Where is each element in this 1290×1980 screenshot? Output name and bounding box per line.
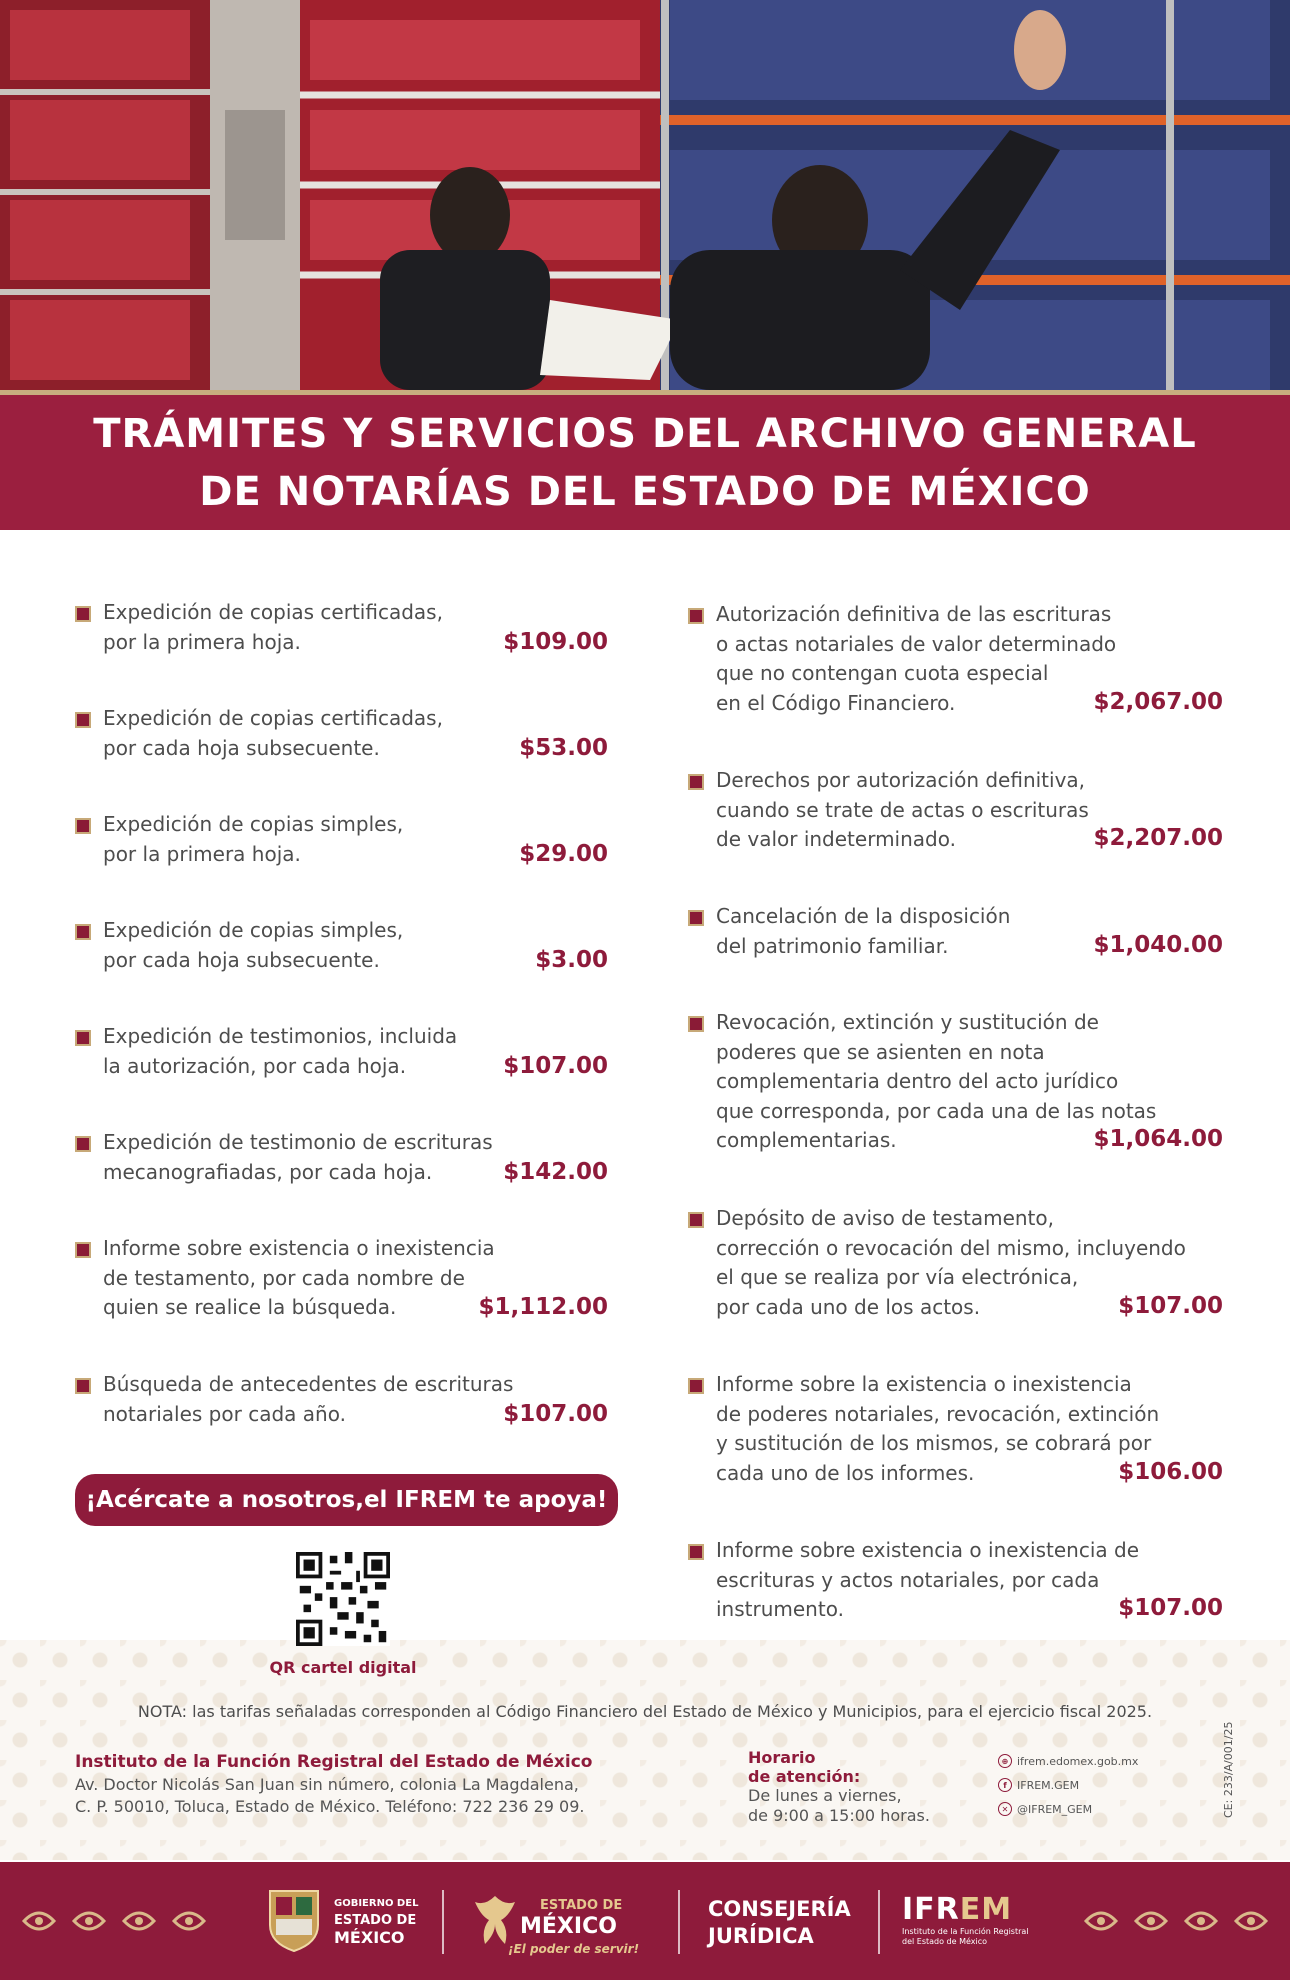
fee-price: $2,207.00 [1093, 825, 1223, 851]
fee-item [75, 598, 608, 658]
ifrem-wordmark-part-2: EM [959, 1892, 1013, 1927]
fee-description: Expedición de copias certificadas, por la primera hoja. [103, 600, 443, 654]
fee-price: $2,067.00 [1093, 689, 1223, 715]
title-line-2: DE NOTARÍAS DEL ESTADO DE MÉXICO [199, 468, 1091, 515]
footer-divider [442, 1890, 444, 1954]
x-link[interactable] [998, 1802, 1092, 1816]
bullet-square-icon [75, 1378, 91, 1394]
state-shield-icon [266, 1887, 322, 1953]
fee-price: $1,112.00 [478, 1294, 608, 1320]
fee-item [75, 810, 608, 870]
footer-divider [878, 1890, 880, 1954]
fee-price: $107.00 [503, 1401, 608, 1427]
fee-price: $53.00 [519, 735, 608, 761]
bullet-square-icon [688, 910, 704, 926]
gobierno-logo [334, 1895, 418, 1946]
fee-description: Depósito de aviso de testamento, corrección o revocación del mismo, incluyendo el que se realiza por vía electrónica, por cada uno de los actos. [716, 1206, 1186, 1319]
fee-price: $107.00 [1118, 1293, 1223, 1319]
fee-description: Expedición de testimonios, incluida la autorización, por cada hoja. [103, 1024, 458, 1078]
bullet-square-icon [688, 1544, 704, 1560]
document-code: CE: 233/A/001/25 [1222, 1721, 1235, 1818]
institute-address: Av. Doctor Nicolás San Juan sin número, colonia La Magdalena, C. P. 50010, Toluca, Estado de México. Teléfono: 722 236 29 09. [75, 1775, 585, 1816]
fee-description: Expedición de copias simples, por cada hoja subsecuente. [103, 918, 404, 972]
schedule-heading: Horario de atención: [748, 1748, 861, 1786]
fee-item [75, 1370, 608, 1430]
archive-photo [0, 0, 1290, 390]
gobierno-line-2: ESTADO DE [334, 1913, 417, 1928]
fee-item [688, 902, 1223, 962]
website-text: ifrem.edomex.gob.mx [1017, 1754, 1139, 1768]
fee-price: $3.00 [535, 947, 608, 973]
qr-caption: QR cartel digital [269, 1658, 417, 1677]
bullet-square-icon [75, 818, 91, 834]
fee-item [688, 1370, 1223, 1490]
fee-price: $29.00 [519, 841, 608, 867]
bullet-square-icon [688, 608, 704, 624]
ifrem-subtitle: Instituto de la Función Registral del Estado de México [902, 1927, 1029, 1946]
fee-item [688, 1536, 1223, 1626]
fee-price: $142.00 [503, 1159, 608, 1185]
footer-divider [678, 1890, 680, 1954]
bullet-square-icon [688, 1212, 704, 1228]
bullet-square-icon [75, 1242, 91, 1258]
fee-price: $1,064.00 [1093, 1126, 1223, 1152]
ifrem-wordmark-part-1: IFR [902, 1892, 960, 1927]
bullet-square-icon [75, 1030, 91, 1046]
x-text: @IFREM_GEM [1017, 1802, 1093, 1816]
fee-item [688, 1204, 1233, 1324]
facebook-text: IFREM.GEM [1017, 1778, 1080, 1792]
eagle-icon [470, 1892, 520, 1948]
fee-description: Revocación, extinción y sustitución de poderes que se asienten en nota complementaria dentro del acto jurídico que corresponda, por cada una de las notas complementarias. [716, 1010, 1157, 1152]
ornament-right-icon [1056, 1902, 1276, 1940]
fee-description: Informe sobre existencia o inexistencia de escrituras y actos notariales, por cada instrumento. [716, 1538, 1139, 1621]
fee-item [75, 1234, 608, 1324]
edomex-main-text: MÉXICO [520, 1914, 617, 1939]
bullet-square-icon [75, 712, 91, 728]
ornament-left-icon [14, 1902, 234, 1940]
gobierno-line-1: GOBIERNO DEL [334, 1898, 419, 1909]
cta-banner: ¡Acércate a nosotros,el IFREM te apoya! [75, 1474, 618, 1526]
fee-note: NOTA: las tarifas señaladas corresponden al Código Financiero del Estado de México y Municipios, para el ejercicio fiscal 2025. [137, 1702, 1153, 1721]
website-link[interactable] [998, 1754, 1138, 1768]
fee-item [75, 1128, 608, 1188]
facebook-link[interactable] [998, 1778, 1079, 1792]
ifrem-wordmark [902, 1892, 1029, 1927]
fee-item [688, 1008, 1223, 1158]
fee-item [75, 1022, 608, 1082]
gobierno-line-3: MÉXICO [334, 1928, 405, 1947]
fee-description: Derechos por autorización definitiva, cuando se trate de actas o escrituras de valor indeterminado. [716, 768, 1089, 851]
x-icon: ✕ [998, 1802, 1012, 1816]
fee-description: Búsqueda de antecedentes de escrituras notariales por cada año. [103, 1372, 514, 1426]
fee-item [688, 600, 1223, 720]
fee-price: $106.00 [1118, 1459, 1223, 1485]
fee-item [75, 916, 608, 976]
fee-item [75, 704, 608, 764]
title-band [0, 395, 1290, 530]
fee-price: $107.00 [503, 1053, 608, 1079]
bullet-square-icon [688, 1378, 704, 1394]
fee-description: Expedición de copias certificadas, por cada hoja subsecuente. [103, 706, 443, 760]
facebook-icon: f [998, 1778, 1012, 1792]
bullet-square-icon [688, 774, 704, 790]
institute-name: Instituto de la Función Registral del Estado de México [75, 1752, 593, 1772]
fee-price: $107.00 [1118, 1595, 1223, 1621]
fee-description: Informe sobre existencia o inexistencia de testamento, por cada nombre de quien se realice la búsqueda. [103, 1236, 495, 1319]
fee-description: Autorización definitiva de las escrituras o actas notariales de valor determinado que no contengan cuota especial en el Código Financiero. [716, 602, 1117, 715]
consejeria-logo: CONSEJERÍA JURÍDICA [708, 1897, 851, 1948]
decorative-pattern [0, 1640, 1290, 1860]
fee-price: $109.00 [503, 629, 608, 655]
ifrem-logo [902, 1892, 1029, 1947]
fee-description: Expedición de testimonio de escrituras mecanografiadas, por cada hoja. [103, 1130, 493, 1184]
fee-description: Informe sobre la existencia o inexistencia de poderes notariales, revocación, extinción y sustitución de los mismos, se cobrará por cada uno de los informes. [716, 1372, 1160, 1485]
edomex-slogan: ¡El poder de servir! [508, 1942, 640, 1956]
bullet-square-icon [75, 924, 91, 940]
qr-code[interactable] [296, 1552, 390, 1646]
bullet-square-icon [75, 606, 91, 622]
fee-item [688, 766, 1223, 856]
fee-description: Expedición de copias simples, por la primera hoja. [103, 812, 404, 866]
edomex-top-text: ESTADO DE [540, 1898, 623, 1913]
fee-price: $1,040.00 [1093, 932, 1223, 958]
bullet-square-icon [75, 1136, 91, 1152]
title-line-1: TRÁMITES Y SERVICIOS DEL ARCHIVO GENERAL [93, 410, 1197, 457]
schedule-text: De lunes a viernes, de 9:00 a 15:00 horas. [748, 1786, 930, 1825]
fee-description: Cancelación de la disposición del patrimonio familiar. [716, 904, 1011, 958]
bullet-square-icon [688, 1016, 704, 1032]
web-icon: ⊕ [998, 1754, 1012, 1768]
